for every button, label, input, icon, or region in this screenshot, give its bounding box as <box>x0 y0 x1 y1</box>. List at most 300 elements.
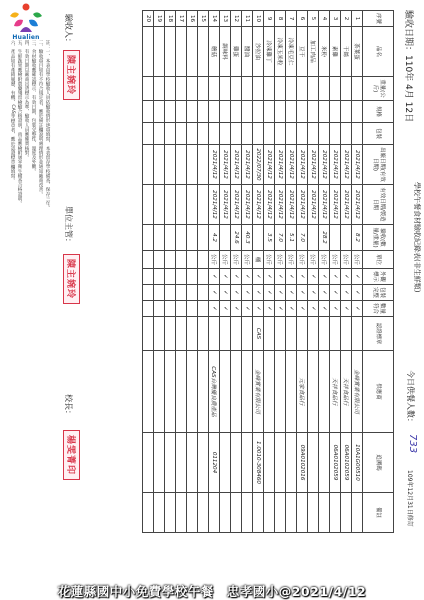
table-cell <box>341 77 352 101</box>
table-cell <box>319 351 330 433</box>
table-cell: 天祥食品行 <box>330 351 341 433</box>
table-cell <box>187 123 198 145</box>
table-cell: ✓ <box>352 301 363 317</box>
table-cell <box>143 123 154 145</box>
table-cell <box>275 101 286 123</box>
column-header: 品名 <box>363 27 394 77</box>
table-row <box>253 11 264 533</box>
table-cell: ✓ <box>264 301 275 317</box>
table-cell <box>209 101 220 123</box>
table-cell: 15 <box>198 11 209 27</box>
table-cell <box>297 493 308 533</box>
table-cell: ✓ <box>352 285 363 301</box>
table-row <box>209 11 220 533</box>
column-header: 驗收(數量/重量) <box>363 225 394 251</box>
table-cell <box>286 77 297 101</box>
table-cell: 2021/4/12 <box>341 145 352 185</box>
table-cell: 2021/4/12 <box>286 185 297 225</box>
table-cell: ✓ <box>275 285 286 301</box>
table-cell <box>154 101 165 123</box>
table-cell <box>176 301 187 317</box>
table-cell: ✓ <box>308 269 319 285</box>
table-cell <box>242 317 253 351</box>
table-cell <box>187 145 198 185</box>
table-cell: 2021/4/12 <box>275 185 286 225</box>
table-cell <box>330 317 341 351</box>
table-cell <box>308 317 319 351</box>
table-cell: ✓ <box>242 269 253 285</box>
table-cell <box>187 433 198 493</box>
table-cell <box>176 351 187 433</box>
table-cell: ✓ <box>319 301 330 317</box>
table-cell: 19 <box>154 11 165 27</box>
table-cell <box>275 351 286 433</box>
table-cell <box>176 123 187 145</box>
table-row <box>231 11 242 533</box>
table-cell <box>330 77 341 101</box>
table-cell: 公斤 <box>264 251 275 269</box>
table-cell <box>220 77 231 101</box>
table-cell <box>198 351 209 433</box>
table-cell <box>231 101 242 123</box>
table-row <box>297 11 308 533</box>
column-header: 重量(公斤) <box>363 77 394 101</box>
table-cell <box>341 317 352 351</box>
table-cell <box>198 77 209 101</box>
inspector-label: 驗收人： <box>64 14 73 46</box>
table-cell <box>319 77 330 101</box>
table-cell <box>286 101 297 123</box>
table-cell: 蘑菇 <box>209 27 220 77</box>
table-cell: 2021/4/12 <box>220 185 231 225</box>
table-cell: ✓ <box>330 301 341 317</box>
table-cell <box>176 251 187 269</box>
table-cell <box>319 433 330 493</box>
table-cell <box>209 77 220 101</box>
table-cell <box>253 493 264 533</box>
table-cell <box>231 317 242 351</box>
table-cell <box>330 225 341 251</box>
table-cell <box>154 225 165 251</box>
meal-count-label: 今日供餐人數： <box>406 370 415 426</box>
column-header: 單位 <box>363 251 394 269</box>
table-cell <box>198 285 209 301</box>
table-cell: 沙拉油 <box>253 27 264 77</box>
table-cell <box>154 269 165 285</box>
table-cell: 2021/4/12 <box>341 185 352 225</box>
table-cell: 2021/4/12 <box>297 145 308 185</box>
table-cell: 28.2 <box>319 225 330 251</box>
table-row <box>264 11 275 533</box>
table-cell <box>198 101 209 123</box>
table-cell: ✓ <box>341 269 352 285</box>
table-cell: 公斤 <box>352 251 363 269</box>
table-cell <box>220 493 231 533</box>
table-cell <box>286 351 297 433</box>
table-cell: ✓ <box>341 301 352 317</box>
table-cell: 7.0 <box>275 225 286 251</box>
table-cell: ✓ <box>330 285 341 301</box>
table-cell: 2021/4/12 <box>297 185 308 225</box>
table-cell: ✓ <box>220 301 231 317</box>
table-cell <box>297 317 308 351</box>
table-cell <box>308 77 319 101</box>
table-cell: 7 <box>286 11 297 27</box>
table-cell <box>286 433 297 493</box>
table-cell <box>176 285 187 301</box>
table-cell <box>143 351 154 433</box>
table-row <box>341 11 352 533</box>
table-cell <box>176 27 187 77</box>
table-cell <box>165 185 176 225</box>
table-cell <box>220 433 231 493</box>
table-cell <box>308 225 319 251</box>
table-cell <box>275 493 286 533</box>
table-cell <box>352 317 363 351</box>
table-cell <box>154 493 165 533</box>
table-cell <box>264 317 275 351</box>
table-cell: 2021/4/12 <box>264 145 275 185</box>
table-cell: ✓ <box>253 285 264 301</box>
table-cell: 2021/4/12 <box>330 145 341 185</box>
inspection-table <box>142 10 394 533</box>
table-cell: 2021/4/12 <box>352 185 363 225</box>
column-header: 包裝完整 <box>363 285 394 301</box>
table-cell: 公斤 <box>220 251 231 269</box>
table-cell: 公斤 <box>319 251 330 269</box>
table-cell: 24.6 <box>231 225 242 251</box>
table-cell: ✓ <box>209 269 220 285</box>
table-cell <box>308 101 319 123</box>
table-cell: ✓ <box>242 285 253 301</box>
table-cell <box>187 285 198 301</box>
table-cell: 2 <box>341 11 352 27</box>
table-cell <box>319 493 330 533</box>
table-cell: ✓ <box>231 269 242 285</box>
table-cell <box>165 225 176 251</box>
table-cell <box>352 493 363 533</box>
table-cell: 調味料 <box>220 27 231 77</box>
table-cell: 8.2 <box>352 225 363 251</box>
table-cell: ✓ <box>209 301 220 317</box>
table-cell <box>242 493 253 533</box>
inspector-stamp: 陳主婉玲 <box>63 50 80 100</box>
table-cell <box>165 145 176 185</box>
table-cell <box>165 123 176 145</box>
rotated-form-body <box>52 2 424 554</box>
table-cell: ✓ <box>286 269 297 285</box>
table-cell <box>143 225 154 251</box>
table-cell <box>165 433 176 493</box>
table-cell: 元家食品行 <box>297 351 308 433</box>
table-cell: 2021/4/12 <box>242 185 253 225</box>
table-cell <box>209 317 220 351</box>
meal-count-value: 733 <box>407 434 418 454</box>
table-cell <box>220 225 231 251</box>
table-cell: 公斤 <box>242 251 253 269</box>
table-cell: 公斤 <box>209 251 220 269</box>
table-cell <box>242 77 253 101</box>
table-row <box>275 11 286 533</box>
table-cell: 2021/4/12 <box>352 145 363 185</box>
table-cell <box>275 317 286 351</box>
table-cell <box>176 493 187 533</box>
table-cell: 18 <box>165 11 176 27</box>
table-cell <box>143 145 154 185</box>
table-cell: 2021/4/12 <box>242 145 253 185</box>
table-cell <box>165 269 176 285</box>
column-header: 外觀標示 <box>363 269 394 285</box>
table-cell: 9 <box>264 11 275 27</box>
table-row <box>143 11 154 533</box>
note-line: 四、有效日期以廠商出貨標示為準，驗收人員應確實核對。 <box>24 40 29 160</box>
table-cell: 10 <box>253 11 264 27</box>
table-cell: ✓ <box>286 301 297 317</box>
table-cell: 8 <box>275 11 286 27</box>
table-cell <box>187 225 198 251</box>
table-cell: 40.3 <box>242 225 253 251</box>
table-cell <box>143 317 154 351</box>
table-cell <box>264 493 275 533</box>
table-cell: 公斤 <box>275 251 286 269</box>
table-cell <box>198 185 209 225</box>
table-cell <box>198 145 209 185</box>
table-cell <box>275 77 286 101</box>
principal-label: 校長： <box>64 394 73 418</box>
column-header: 備註 <box>363 493 394 533</box>
table-cell: 冷凍毛豆仁 <box>286 27 297 77</box>
table-cell: 2021/4/12 <box>253 185 264 225</box>
table-cell: 10A1G00510 <box>352 433 363 493</box>
table-cell <box>143 493 154 533</box>
footer-caption: 花蓮縣國中小免費學校午餐 忠孝國小@2021/4/12 <box>57 584 367 599</box>
table-cell: 3.5 <box>264 225 275 251</box>
column-header: 包裝 <box>363 123 394 145</box>
table-cell <box>176 77 187 101</box>
table-cell <box>187 351 198 433</box>
table-cell: 干絲 <box>341 27 352 77</box>
table-cell <box>143 433 154 493</box>
table-cell <box>253 225 264 251</box>
table-cell <box>352 101 363 123</box>
table-cell <box>286 317 297 351</box>
table-cell <box>352 77 363 101</box>
table-cell: ✓ <box>220 285 231 301</box>
table-cell <box>176 185 187 225</box>
table-cell <box>143 285 154 301</box>
table-cell <box>187 269 198 285</box>
table-cell: 金峰實業有限公司 <box>253 351 264 433</box>
table-cell: ✓ <box>286 285 297 301</box>
table-cell <box>154 27 165 77</box>
revision-date: 109年12月31日修訂 <box>406 470 413 527</box>
table-cell <box>319 123 330 145</box>
column-header: 序號 <box>363 11 394 27</box>
table-cell: 06A0102059 <box>341 433 352 493</box>
note-line: 六、產品如有產銷履歷、有機、CAS等標章者，應於認證標章欄填寫。 <box>10 40 15 183</box>
table-cell <box>198 27 209 77</box>
table-cell: 2021/4/12 <box>286 145 297 185</box>
table-cell: 米粉 <box>319 27 330 77</box>
table-cell <box>176 145 187 185</box>
table-cell <box>341 101 352 123</box>
table-cell <box>154 251 165 269</box>
table-cell: 天祥食品行 <box>341 351 352 433</box>
table-cell: 06A0102059 <box>330 433 341 493</box>
table-cell <box>319 101 330 123</box>
table-row <box>308 11 319 533</box>
table-cell <box>264 101 275 123</box>
table-cell: 09A0102016 <box>297 433 308 493</box>
table-cell: 公斤 <box>297 251 308 269</box>
table-cell <box>341 493 352 533</box>
table-cell <box>165 493 176 533</box>
hualien-logo-mark <box>6 2 46 34</box>
table-cell: 2021/4/12 <box>319 145 330 185</box>
table-cell: 20 <box>143 11 154 27</box>
table-cell <box>330 493 341 533</box>
table-cell <box>341 225 352 251</box>
table-cell <box>308 433 319 493</box>
table-cell: ✓ <box>319 269 330 285</box>
table-cell <box>341 123 352 145</box>
table-cell <box>187 27 198 77</box>
brand-name: Hualien <box>12 34 40 41</box>
table-cell <box>242 351 253 433</box>
table-cell: ✓ <box>297 285 308 301</box>
table-cell <box>143 185 154 225</box>
table-cell: ✓ <box>231 301 242 317</box>
table-cell <box>176 269 187 285</box>
table-cell <box>176 225 187 251</box>
table-cell <box>143 101 154 123</box>
table-cell: 2021/4/12 <box>220 145 231 185</box>
table-cell <box>220 123 231 145</box>
table-cell <box>330 123 341 145</box>
table-row <box>176 11 187 533</box>
table-cell <box>165 77 176 101</box>
table-cell: ✓ <box>352 269 363 285</box>
table-cell <box>143 251 154 269</box>
table-cell <box>165 27 176 77</box>
table-cell: 加工肉品 <box>308 27 319 77</box>
table-cell: 公斤 <box>286 251 297 269</box>
table-cell <box>187 251 198 269</box>
table-cell: ✓ <box>253 301 264 317</box>
table-cell: ✓ <box>220 269 231 285</box>
table-cell <box>242 433 253 493</box>
table-row <box>330 11 341 533</box>
table-cell <box>286 493 297 533</box>
table-cell <box>143 301 154 317</box>
table-row <box>165 11 176 533</box>
table-cell <box>297 77 308 101</box>
table-cell <box>143 269 154 285</box>
table-cell <box>165 101 176 123</box>
table-cell: 2021/4/12 <box>308 185 319 225</box>
table-cell <box>297 123 308 145</box>
table-row <box>352 11 363 533</box>
table-cell: 3 <box>330 11 341 27</box>
table-cell: 4.2 <box>209 225 220 251</box>
table-cell <box>242 123 253 145</box>
table-cell: ✓ <box>308 285 319 301</box>
table-cell <box>154 285 165 301</box>
table-cell <box>187 301 198 317</box>
table-cell <box>143 27 154 77</box>
table-cell <box>220 317 231 351</box>
table-cell <box>198 493 209 533</box>
table-cell <box>176 433 187 493</box>
table-cell <box>198 251 209 269</box>
table-cell: 2022/07/30 <box>253 145 264 185</box>
table-header-row <box>363 11 394 533</box>
table-cell: 金峰實業有限公司 <box>352 351 363 433</box>
table-cell <box>264 433 275 493</box>
table-cell: 2021/4/12 <box>231 185 242 225</box>
table-cell: 公斤 <box>231 251 242 269</box>
table-cell <box>231 351 242 433</box>
table-cell <box>165 251 176 269</box>
table-cell <box>154 317 165 351</box>
table-cell: 豆干 <box>297 27 308 77</box>
table-cell <box>187 101 198 123</box>
table-cell <box>275 433 286 493</box>
table-cell: 素雞 <box>330 27 341 77</box>
table-cell: 2021/4/12 <box>264 185 275 225</box>
principal-stamp: 楊雯菁印 <box>63 430 80 480</box>
note-line: 二、驗收項目如有不符合規定者，應於備註欄說明處理情形並通知廠商改善。 <box>38 40 43 197</box>
table-cell <box>352 123 363 145</box>
table-cell <box>187 317 198 351</box>
table-cell: 12 <box>231 11 242 27</box>
table-cell: 4 <box>319 11 330 27</box>
table-row <box>220 11 231 533</box>
table-cell <box>198 123 209 145</box>
table-row <box>187 11 198 533</box>
table-cell: ✓ <box>308 301 319 317</box>
column-header: 追溯碼 <box>363 433 394 493</box>
table-cell: ✓ <box>297 269 308 285</box>
table-cell <box>231 123 242 145</box>
table-cell: 14 <box>209 11 220 27</box>
table-cell <box>297 101 308 123</box>
table-cell <box>154 77 165 101</box>
table-cell: ✓ <box>242 301 253 317</box>
table-cell: 2021/4/12 <box>330 185 341 225</box>
table-cell <box>165 317 176 351</box>
table-cell <box>176 101 187 123</box>
table-cell <box>264 77 275 101</box>
table-cell <box>187 77 198 101</box>
table-cell <box>198 225 209 251</box>
table-cell: 17 <box>176 11 187 27</box>
table-cell: ✓ <box>275 301 286 317</box>
table-cell <box>231 493 242 533</box>
table-cell: CAS <box>253 317 264 351</box>
table-cell <box>330 101 341 123</box>
hualien-logo <box>6 2 46 42</box>
table-cell <box>209 123 220 145</box>
table-cell <box>154 351 165 433</box>
table-cell <box>253 101 264 123</box>
table-cell <box>308 351 319 433</box>
note-line: 註：一、本表由學校驗收人員依驗收情形逐項填寫，本表留存學校備查，保存三年。 <box>45 40 50 211</box>
table-cell <box>264 123 275 145</box>
table-cell <box>165 285 176 301</box>
table-cell: 2021/4/12 <box>231 145 242 185</box>
table-cell <box>231 433 242 493</box>
